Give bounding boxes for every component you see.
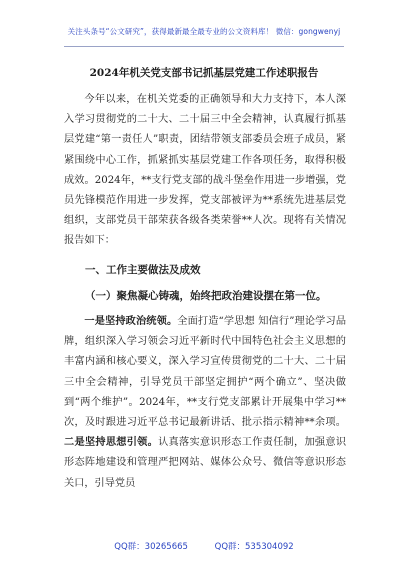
document-title: 2024年机关党支部书记抓基层党建工作述职报告	[89, 67, 319, 79]
footer-note	[0, 540, 408, 552]
paragraph-lead-2: 二是坚持思想引领。	[64, 437, 159, 449]
footer-qq-group-1: QQ群：30265665	[114, 542, 188, 552]
subsection-heading: （一）聚焦凝心铸魂，始终把政治建设摆在第一位。	[85, 289, 327, 302]
header-note: 关注头条号“公文研究”，获得最新最全最专业的公文资料库！ 微信：gongwenyj	[67, 27, 341, 36]
intro-paragraph: 今年以来，在机关党委的正确领导和大力支持下，本人深入学习贯彻党的二十大、二十届三中全会精神，认真履行抓基层党建“第一责任人”职责，团结带领支部委员会班子成员，紧紧围绕中心工作，抓紧抓实基层党建工作各项任务，取得积极成效。2024年，**支行党支部的战斗堡垒作用进一步增强，党员先锋模范作用进一步发挥，党支部被评为**系统先进基层党组织，支部党员干部荣获各级各类荣誉**人次。现将有关情况报告如下：	[64, 94, 346, 247]
document-body	[64, 90, 346, 494]
paragraph-lead: 一是坚持政治统领。	[84, 316, 178, 328]
paragraph-text-2: 认真落实意识形态工作责任制，加强意识形态阵地建设和管理严把网站、媒体公众号、微信等意识形态关口，引导党员	[64, 437, 347, 489]
footer-qq-group-2: QQ群：535304092	[214, 542, 294, 552]
body-paragraph-1	[64, 312, 346, 494]
header-divider	[64, 46, 344, 47]
section-heading: 一、工作主要做法及成效	[85, 263, 201, 276]
paragraph-text: 全面打造“学思想 知信行”理论学习品牌，组织深入学习领会习近平新时代中国特色社会主义思想的丰富内涵和核心要义，深入学习宣传贯彻党的二十大、二十届三中全会精神，引导党员干部坚定拥护“两个确立”、坚决做到“两个维护”。2024年，**支行党支部累计开展集中学习**次，及时跟进习近平总书记最新讲话、批示指示精神**余项。	[64, 316, 347, 429]
